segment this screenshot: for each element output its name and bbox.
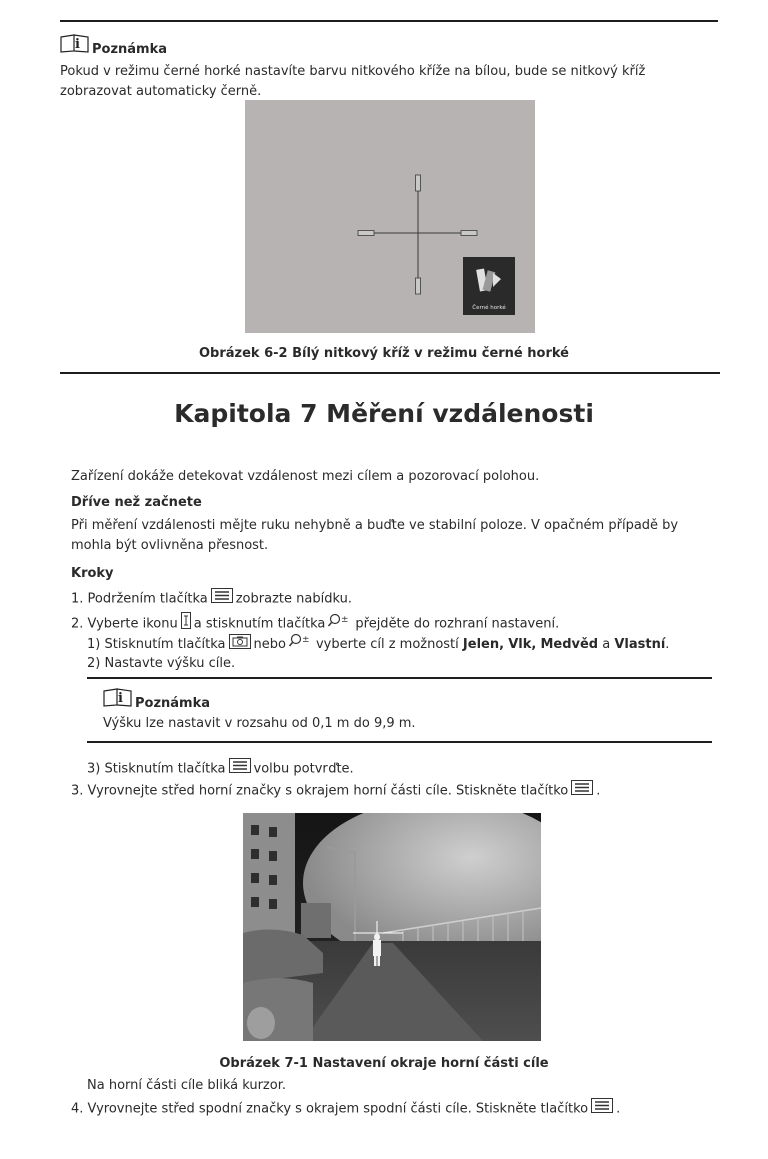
palette-icon [463,263,515,303]
substep-2-3: 3) Stisknutím tlačítka volbu potvrďte. [87,758,354,780]
step-1: 1. Podržením tlačítka zobrazte nabídku. [71,588,352,610]
before-start-text: Při měření vzdálenosti mějte ruku nehybně a buďte ve stabilní poloze. V opačném případě by [71,518,679,533]
figure-caption: Obrázek 7-1 Nastavení okraje horní části cíle [219,1056,549,1071]
note-rule-top [87,677,712,679]
section-rule [60,372,720,374]
figure-caption: Obrázek 6-2 Bílý nitkový kříž v režimu černé horké [199,346,569,361]
zoom-button-icon [289,633,313,656]
thermal-scene-figure [243,813,541,1041]
mode-badge [463,257,515,315]
menu-button-icon [571,780,593,802]
thermal-image [243,813,541,1041]
svg-text:i: i [118,691,123,706]
note-text-line: Pokud v režimu černé horké nastavíte barvu nitkového kříže na bílou, bude se nitkový kříž [60,64,646,79]
before-start-text: mohla být ovlivněna přesnost. [71,538,269,553]
top-rule [60,20,718,22]
note-text-line: zobrazovat automaticky černě. [60,84,262,99]
note-rule-bottom [87,741,712,743]
note-title: i Poznámka [103,687,210,711]
svg-text:±: ± [341,614,349,625]
menu-button-icon [591,1098,613,1120]
svg-text:i: i [75,37,80,52]
after-figure-text: Na horní části cíle bliká kurzor. [87,1078,286,1093]
menu-button-icon [211,588,233,610]
substep-2-2: 2) Nastavte výšku cíle. [87,656,236,671]
note-text: Výšku lze nastavit v rozsahu od 0,1 m do 9,9 m. [103,716,416,731]
step-4: 4. Vyrovnejte střed spodní značky s okrajem spodní části cíle. Stiskněte tlačítko . [71,1098,620,1120]
info-book-icon [103,687,133,711]
svg-text:±: ± [301,635,310,645]
before-start-heading: Dříve než začnete [71,495,202,510]
menu-button-icon [229,758,251,780]
step-2: 2. Vyberte ikonu a stisknutím tlačítka ± přejděte do rozhraní nastavení. [71,612,559,636]
note-title: i Poznámka [60,33,167,57]
step-3: 3. Vyrovnejte střed horní značky s okrajem horní části cíle. Stiskněte tlačítko . [71,780,600,802]
chapter-title: Kapitola 7 Měření vzdálenosti [174,399,594,428]
substep-2-1: 1) Stisknutím tlačítka nebo ± vyberte cíl z možností Jelen, Vlk, Medvěd a Vlastní. [87,633,669,656]
steps-heading: Kroky [71,566,114,581]
mode-label: Černé horké [472,305,506,311]
crosshair-figure [245,100,535,333]
camera-button-icon [229,634,251,656]
info-book-icon [60,33,90,57]
intro-text: Zařízení dokáže detekovat vzdálenost mezi cílem a pozorovací polohou. [71,469,540,484]
